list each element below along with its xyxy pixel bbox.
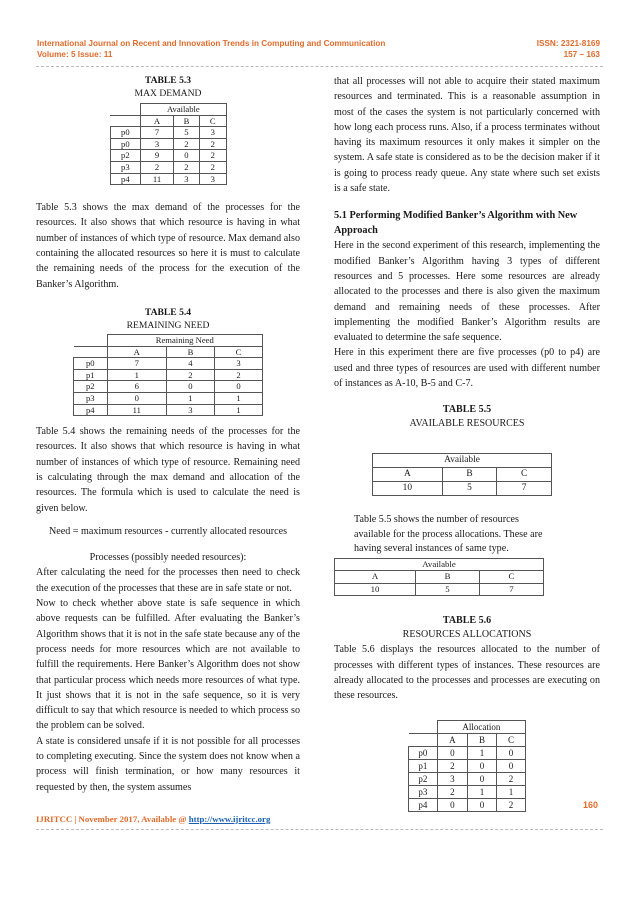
col-header: B: [173, 115, 199, 127]
paragraph: Table 5.5 shows the number of resources available for the process allocations. These are having several instances of same type.: [354, 514, 543, 554]
need-formula: Need = maximum resources - currently allocated resources: [48, 525, 288, 537]
col-header: B: [416, 571, 480, 584]
table-5-4: [73, 334, 263, 416]
table-5-4-title: REMAINING NEED: [126, 319, 210, 331]
header-rule: [36, 66, 603, 67]
page-number: 160: [582, 800, 598, 810]
volume-issue: Volume: 5 Issue: 11: [37, 50, 113, 59]
paragraph: Table 5.4 shows the remaining needs of the processes for the resources. It also shows that which resource is having in what number of instances of which type of resource. Remaining need is calculating through the max demand and allocation of the resources. The formula which is used to calculate the need is given below.: [36, 426, 300, 514]
footer-rule: [36, 829, 603, 830]
table-row: p3 2 2 2: [110, 161, 226, 173]
paragraph: Here in this experiment there are five processes (p0 to p4) are used and three types of resources are used with different number of instances as A-10, B-5 and C-7.: [334, 347, 600, 390]
paragraph: After calculating the need for the processes then need to check the execution of the processes that these are in safe state or not.: [36, 567, 300, 594]
table-row: p2 9 0 2: [110, 150, 226, 162]
col-header: C: [496, 733, 525, 746]
table-group-header: Available: [373, 454, 552, 468]
processes-line: Processes (possibly needed resources):: [89, 552, 247, 564]
journal-link[interactable]: http://www.ijritcc.org: [188, 814, 271, 824]
footer: [36, 814, 270, 824]
paragraph: Now to check whether above state is safe sequence in which above requests can be fulfilled. After evaluating the Banker’s Algorithm shows that it is not in the safe state because any of the process needs for more resources which are not available to fulfill the requirements. Here Banker’s Algorithm does not show that particular process which needs more resources of what type. It just shows that it is not in the safe sequence, so it is very difficult to say that which resource is needed to which process so the problem can be solved.: [36, 598, 300, 732]
table-group-header: Allocation: [437, 720, 525, 733]
table-group-header: Available: [141, 104, 226, 116]
table-5-6: [408, 720, 526, 812]
journal-name: International Journal on Recent and Innovation Trends in Computing and Communication: [37, 39, 386, 48]
col-header: B: [442, 468, 497, 482]
table-5-5-title: AVAILABLE RESOURCES: [409, 418, 525, 430]
col-header: B: [467, 733, 496, 746]
col-header: C: [497, 468, 552, 482]
table-row: p3 2 1 1: [409, 785, 526, 798]
footer-text: IJRITCC | November 2017, Available @: [36, 814, 189, 824]
paragraph: that all processes will not able to acquire their stated maximum resources and terminated. This is a reasonable assumption in most of the cases the system is not particularly concerned with how long each process runs. Also, if a process terminates without having its maximum resources it only makes it simpler on the system. A safe state is considered as to be the decision maker if it is going to process ready queue. Any state where such set exists is a safe state.: [334, 76, 600, 195]
table-row: p2 6 0 0: [74, 381, 263, 393]
table-5-5-repeat: [334, 558, 544, 597]
col-header: A: [141, 115, 174, 127]
table-5-3: [110, 103, 227, 185]
paragraph: Table 5.3 shows the max demand of the processes for the resources. It also shows that which resource is having in what number of instances of which type of resource. Max demand also containing the allocated resources so here it is must to calculate the remaining needs of the process for the execution of the Banker’s Algorithm.: [36, 202, 300, 290]
table-5-3-title: MAX DEMAND: [134, 88, 202, 99]
table-5-5-label: TABLE 5.5: [442, 404, 492, 416]
col-header: C: [479, 571, 543, 584]
table-row: p0 3 2 2: [110, 138, 226, 150]
table-row: 10 5 7: [335, 583, 544, 596]
running-header-right: [537, 38, 600, 60]
table-row: p0 0 1 0: [409, 746, 526, 759]
table-5-3-caption: [36, 74, 300, 100]
table-5-3-label: TABLE 5.3: [144, 75, 192, 86]
table-row: p4 0 0 2: [409, 798, 526, 811]
issn: ISSN: 2321-8169: [536, 39, 600, 48]
table-row: p2 3 0 2: [409, 772, 526, 785]
table-row: p0 7 5 3: [110, 127, 226, 139]
table-5-5: [372, 453, 552, 496]
table-row: p3 0 1 1: [74, 392, 263, 404]
table-group-header: Available: [335, 558, 544, 571]
table-row: p4 11 3 1: [74, 404, 263, 416]
paragraph: Table 5.6 displays the resources allocated to the number of processes with different types of instances. These resources are already allocated to the processes and processes are executing on these resources.: [334, 644, 600, 702]
col-header: A: [335, 571, 416, 584]
table-row: p1 2 0 0: [409, 759, 526, 772]
col-header: C: [214, 346, 262, 358]
page-range: 157 – 163: [563, 50, 600, 59]
col-header: A: [373, 468, 443, 482]
table-row: p4 11 3 3: [110, 173, 226, 185]
table-5-6-caption: [334, 614, 600, 642]
paragraph: A state is considered unsafe if it is not possible for all processes to completing executing. Since the system does not know when a process will finish termination, or how many resources it requested by then, the system assumes: [36, 735, 300, 793]
left-column: [36, 74, 300, 795]
table-5-5-caption: [334, 403, 600, 431]
table-5-4-caption: [36, 306, 300, 332]
col-header: A: [437, 733, 467, 746]
right-column: [334, 74, 600, 812]
col-header: C: [200, 115, 226, 127]
running-header-left: [37, 38, 385, 60]
col-header: B: [166, 346, 214, 358]
table-5-4-label: TABLE 5.4: [144, 306, 192, 318]
paragraph: Here in the second experiment of this research, implementing the modified Banker’s Algorithm having 3 types of different resources and 5 processes. Here some resources are already allocated to the processes and there is also given the maximum demand and remaining needs of these processes. After implementing the modified Banker’s Algorithm results are evaluated to determine the safe sequence.: [334, 240, 600, 344]
table-row: p1 1 2 2: [74, 369, 263, 381]
table-5-6-label: TABLE 5.6: [442, 615, 492, 627]
section-heading: 5.1 Performing Modified Banker’s Algorithm with New Approach: [334, 210, 578, 237]
col-header: A: [107, 346, 166, 358]
table-5-6-title: RESOURCES ALLOCATIONS: [402, 629, 532, 641]
table-group-header: Remaining Need: [107, 334, 262, 346]
table-row: 10 5 7: [373, 482, 552, 496]
table-row: p0 7 4 3: [74, 358, 263, 370]
